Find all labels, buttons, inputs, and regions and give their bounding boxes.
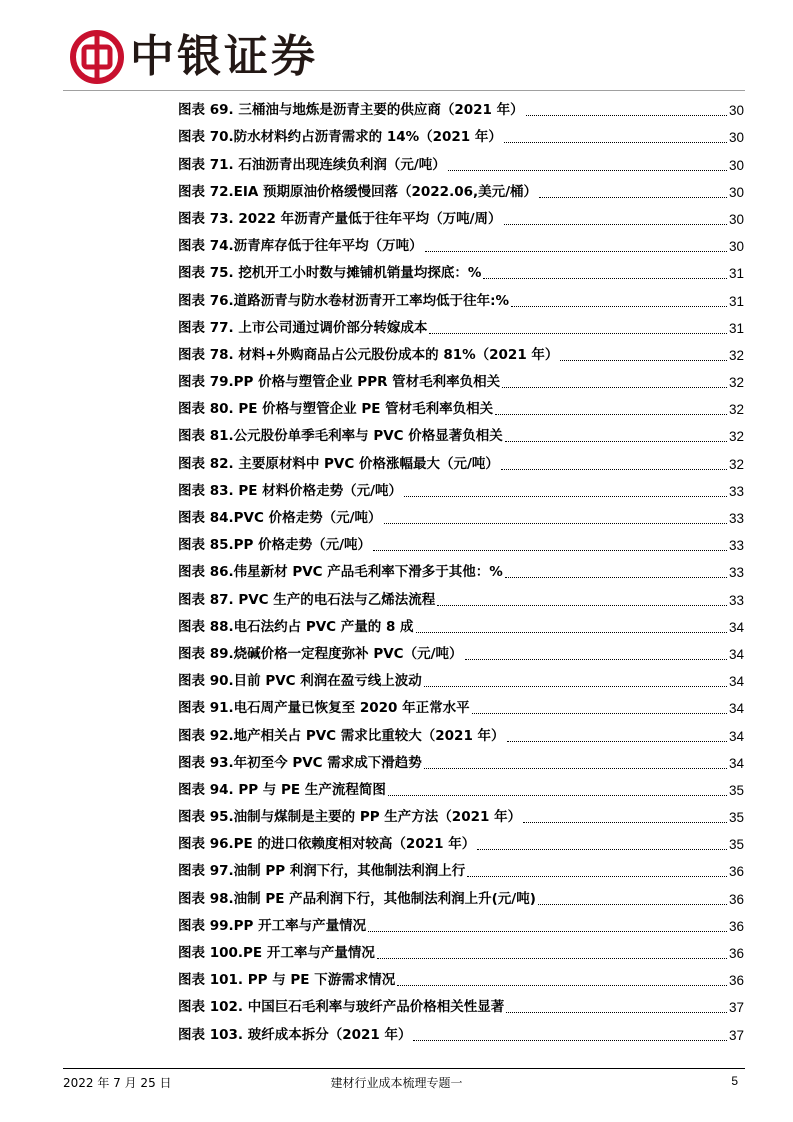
toc-entry[interactable] xyxy=(178,555,744,582)
toc-leader-dots xyxy=(504,141,727,143)
toc-entry[interactable] xyxy=(178,419,744,446)
toc-entry[interactable] xyxy=(178,637,744,664)
toc-entry[interactable] xyxy=(178,202,744,229)
brand-name: 中银证券 xyxy=(130,31,318,82)
toc-entry[interactable] xyxy=(178,392,744,419)
toc-entry-page[interactable]: 30 xyxy=(728,211,744,227)
toc-leader-dots xyxy=(416,631,727,633)
toc-leader-dots xyxy=(539,196,727,198)
toc-entry-page[interactable]: 30 xyxy=(728,184,744,200)
toc-entry-title[interactable]: 图表 87. PVC 生产的电石法与乙烯法流程 xyxy=(178,591,436,608)
toc-entry[interactable] xyxy=(178,664,744,691)
toc-leader-dots xyxy=(424,685,727,687)
toc-entry[interactable] xyxy=(178,963,744,990)
toc-entry-page[interactable]: 33 xyxy=(728,538,744,554)
toc-entry-title[interactable]: 图表 72.EIA 预期原油价格缓慢回落（2022.06,美元/桶） xyxy=(178,183,538,200)
toc-entry[interactable] xyxy=(178,881,744,908)
toc-leader-dots xyxy=(424,767,727,769)
toc-entry-page[interactable]: 32 xyxy=(728,456,744,472)
toc-leader-dots xyxy=(465,658,727,660)
toc-entry-title[interactable]: 图表 75. 挖机开工小时数与摊铺机销量均探底：% xyxy=(178,265,482,282)
toc-leader-dots xyxy=(448,169,727,171)
toc-entry-title[interactable]: 图表 88.电石法约占 PVC 产量的 8 成 xyxy=(178,618,414,635)
toc-entry-page[interactable]: 36 xyxy=(728,973,744,989)
toc-entry-title[interactable]: 图表 82. 主要原材料中 PVC 价格涨幅最大（元/吨） xyxy=(178,455,499,472)
footer-report-title: 建材行业成本梳理专题一 xyxy=(330,1076,463,1090)
toc-entry-page[interactable]: 36 xyxy=(728,891,744,907)
toc-entry[interactable] xyxy=(178,528,744,555)
toc-entry-title[interactable]: 图表 83. PE 材料价格走势（元/吨） xyxy=(178,482,403,499)
page-header xyxy=(0,0,793,95)
toc-entry-page[interactable]: 35 xyxy=(728,810,744,826)
toc-entry[interactable] xyxy=(178,582,744,609)
toc-entry-page[interactable]: 35 xyxy=(728,837,744,853)
toc-entry-title[interactable]: 图表 89.烧碱价格一定程度弥补 PVC（元/吨） xyxy=(178,645,463,662)
toc-entry-title[interactable]: 图表 98.油制 PE 产品利润下行，其他制法利润上升(元/吨) xyxy=(178,890,536,907)
toc-leader-dots xyxy=(502,386,727,388)
toc-entry-page[interactable]: 34 xyxy=(728,646,744,662)
toc-entry-title[interactable]: 图表 84.PVC 价格走势（元/吨） xyxy=(178,510,382,526)
footer-date: 2022 年 7 月 25 日 xyxy=(63,1076,172,1090)
toc-entry-page[interactable]: 37 xyxy=(728,1000,744,1016)
toc-entry-page[interactable]: 36 xyxy=(728,918,744,934)
toc-entry-page[interactable]: 32 xyxy=(728,375,744,391)
toc-leader-dots xyxy=(413,1039,726,1041)
toc-entry-page[interactable]: 33 xyxy=(728,565,744,581)
toc-entry-page[interactable]: 33 xyxy=(728,592,744,608)
toc-entry-title[interactable]: 图表 85.PP 价格走势（元/吨） xyxy=(178,537,372,554)
toc-entry-page[interactable]: 33 xyxy=(728,511,744,526)
toc-leader-dots xyxy=(526,114,727,116)
toc-entry-title[interactable]: 图表 99.PP 开工率与产量情况 xyxy=(178,917,367,934)
toc-entry-title[interactable]: 图表 80. PE 价格与塑管企业 PE 管材毛利率负相关 xyxy=(178,401,494,418)
toc-entry[interactable] xyxy=(178,800,744,827)
toc-leader-dots xyxy=(472,712,727,714)
toc-entry[interactable] xyxy=(178,147,744,174)
toc-entry[interactable] xyxy=(178,746,744,773)
toc-entry-page[interactable]: 36 xyxy=(728,864,744,880)
toc-entry[interactable] xyxy=(178,175,744,202)
toc-leader-dots xyxy=(504,223,727,225)
toc-entry[interactable] xyxy=(178,990,744,1017)
toc-entry-page[interactable]: 31 xyxy=(728,266,744,282)
toc-entry[interactable] xyxy=(178,474,744,501)
toc-entry-page[interactable]: 32 xyxy=(728,347,744,363)
toc-entry[interactable] xyxy=(178,93,744,120)
toc-leader-dots xyxy=(560,359,727,361)
toc-entry[interactable] xyxy=(178,718,744,745)
toc-leader-dots xyxy=(511,305,727,307)
toc-leader-dots xyxy=(429,332,727,334)
toc-entry-title[interactable]: 图表 70.防水材料约占沥青需求的 14%（2021 年） xyxy=(178,129,502,146)
toc-entry-title[interactable]: 图表 93.年初至今 PVC 需求成下滑趋势 xyxy=(178,754,422,771)
toc-entry[interactable] xyxy=(178,610,744,637)
toc-entry[interactable] xyxy=(178,827,744,854)
toc-leader-dots xyxy=(507,740,727,742)
toc-entry-title[interactable]: 图表 81.公元股份单季毛利率与 PVC 价格显著负相关 xyxy=(178,428,503,445)
toc-leader-dots xyxy=(377,957,727,959)
toc-entry[interactable] xyxy=(178,854,744,881)
toc-entry-title[interactable]: 图表 103. 玻纤成本拆分（2021 年） xyxy=(178,1026,412,1043)
toc-entry-page[interactable]: 34 xyxy=(728,755,744,771)
toc-leader-dots xyxy=(425,250,727,252)
toc-entry-title[interactable]: 图表 77. 上市公司通过调价部分转嫁成本 xyxy=(178,319,428,336)
bank-of-china-logo-icon xyxy=(70,30,124,84)
toc-entry-page[interactable]: 30 xyxy=(728,239,744,255)
toc-entry-title[interactable]: 图表 92.地产相关占 PVC 需求比重较大（2021 年） xyxy=(178,727,505,744)
toc-leader-dots xyxy=(373,549,727,551)
toc-leader-dots xyxy=(384,522,727,524)
toc-leader-dots xyxy=(523,821,727,823)
toc-leader-dots xyxy=(404,495,727,497)
toc-entry-title[interactable]: 图表 78. 材料+外购商品占公元股份成本的 81%（2021 年） xyxy=(178,346,559,363)
toc-leader-dots xyxy=(483,277,727,279)
toc-leader-dots xyxy=(437,604,727,606)
toc-leader-dots xyxy=(388,794,727,796)
toc-leader-dots xyxy=(505,440,727,442)
toc-leader-dots xyxy=(477,848,727,850)
toc-entry-page[interactable]: 37 xyxy=(728,1027,744,1043)
toc-entry-title[interactable]: 图表 97.油制 PP 利润下行，其他制法利润上行 xyxy=(178,863,466,880)
toc-entry-title[interactable]: 图表 102. 中国巨石毛利率与玻纤产品价格相关性显著 xyxy=(178,999,505,1016)
toc-entry[interactable] xyxy=(178,691,744,718)
toc-entry[interactable] xyxy=(178,773,744,800)
toc-entry[interactable] xyxy=(178,120,744,147)
toc-entry[interactable] xyxy=(178,256,744,283)
toc-entry-page[interactable]: 30 xyxy=(728,103,744,119)
toc-leader-dots xyxy=(368,930,727,932)
toc-entry-title[interactable]: 图表 90.目前 PVC 利润在盈亏线上波动 xyxy=(178,673,422,690)
toc-entry-page[interactable]: 32 xyxy=(728,429,744,445)
toc-entry-title[interactable]: 图表 79.PP 价格与塑管企业 PPR 管材毛利率负相关 xyxy=(178,374,501,391)
toc-entry-page[interactable]: 34 xyxy=(728,619,744,635)
toc-entry-page[interactable]: 34 xyxy=(728,728,744,744)
toc-leader-dots xyxy=(495,413,727,415)
toc-entry-title[interactable]: 图表 76.道路沥青与防水卷材沥青开工率均低于往年:% xyxy=(178,292,510,309)
toc-leader-dots xyxy=(506,1011,727,1013)
toc-leader-dots xyxy=(501,468,727,470)
toc-entry[interactable] xyxy=(178,229,744,256)
figure-index-list xyxy=(178,93,744,1045)
toc-entry-title[interactable]: 图表 73. 2022 年沥青产量低于往年平均（万吨/周） xyxy=(178,210,502,227)
toc-entry[interactable] xyxy=(178,311,744,338)
toc-entry-title[interactable]: 图表 86.伟星新材 PVC 产品毛利率下滑多于其他：% xyxy=(178,564,503,581)
toc-entry[interactable] xyxy=(178,446,744,473)
toc-entry-title[interactable]: 图表 69. 三桶油与地炼是沥青主要的供应商（2021 年） xyxy=(178,102,524,119)
toc-entry-page[interactable]: 36 xyxy=(728,946,744,961)
toc-entry[interactable] xyxy=(178,365,744,392)
toc-entry[interactable] xyxy=(178,338,744,365)
toc-entry-title[interactable]: 图表 74.沥青库存低于往年平均（万吨） xyxy=(178,238,423,255)
toc-entry[interactable] xyxy=(178,283,744,310)
toc-leader-dots xyxy=(467,875,727,877)
toc-leader-dots xyxy=(538,903,727,905)
toc-entry-title[interactable]: 图表 100.PE 开工率与产量情况 xyxy=(178,945,375,961)
footer-divider xyxy=(63,1068,745,1069)
toc-entry-title[interactable]: 图表 101. PP 与 PE 下游需求情况 xyxy=(178,972,396,989)
toc-entry[interactable] xyxy=(178,501,744,528)
toc-entry[interactable] xyxy=(178,1017,744,1044)
toc-entry-title[interactable]: 图表 96.PE 的进口依赖度相对较高（2021 年） xyxy=(178,836,476,853)
toc-entry[interactable] xyxy=(178,936,744,963)
toc-entry-page[interactable]: 33 xyxy=(728,483,744,499)
toc-entry-page[interactable]: 30 xyxy=(728,130,744,146)
toc-entry[interactable] xyxy=(178,909,744,936)
header-divider xyxy=(63,90,745,91)
toc-entry-title[interactable]: 图表 91.电石周产量已恢复至 2020 年正常水平 xyxy=(178,700,470,717)
toc-entry-page[interactable]: 34 xyxy=(728,674,744,690)
toc-leader-dots xyxy=(505,576,727,578)
toc-entry-page[interactable]: 34 xyxy=(728,701,744,717)
toc-entry-page[interactable]: 32 xyxy=(728,402,744,418)
footer-page-number: 5 xyxy=(731,1074,738,1088)
toc-entry-page[interactable]: 30 xyxy=(728,157,744,173)
toc-entry-page[interactable]: 31 xyxy=(728,293,744,309)
toc-entry-title[interactable]: 图表 94. PP 与 PE 生产流程简图 xyxy=(178,781,386,798)
toc-entry-page[interactable]: 35 xyxy=(728,782,744,798)
toc-entry-title[interactable]: 图表 95.油制与煤制是主要的 PP 生产方法（2021 年） xyxy=(178,809,522,826)
toc-entry-title[interactable]: 图表 71. 石油沥青出现连续负利润（元/吨） xyxy=(178,156,446,173)
toc-leader-dots xyxy=(397,984,727,986)
toc-entry-page[interactable]: 31 xyxy=(728,320,744,336)
